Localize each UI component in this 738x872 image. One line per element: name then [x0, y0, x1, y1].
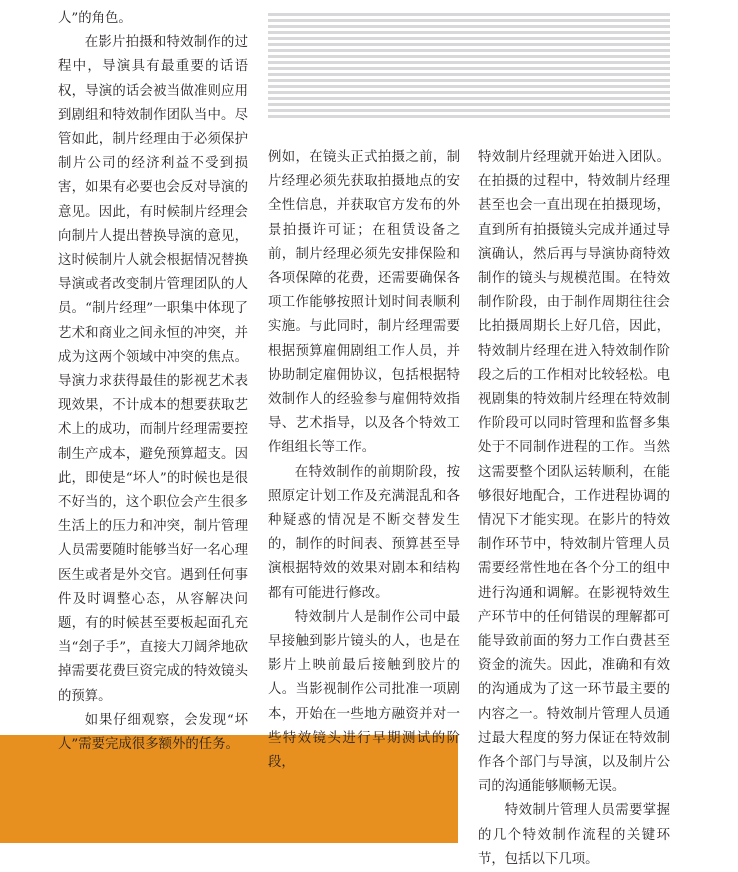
- paragraph-key-stages: 特效制片管理人员需要掌握的几个特效制作流程的关键环节，包括以下几项。: [478, 803, 670, 867]
- paragraph-vfx-producer: 特效制片人是制作公司中最早接触到影片镜头的人，也是在影片上映前最后接触到胶片的人。当影视制作公司批准一项剧本，开始在一些地方融资并对一些特效镜头进行早期测试的阶段，: [268, 609, 460, 771]
- text-column-left: [58, 7, 248, 757]
- paragraph-pre-shoot-duties: 例如，在镜头正式拍摄之前，制片经理必须先获取拍摄地点的安全性信息，并获取官方发布的外景拍摄许可证；在租赁设备之前，制片经理必须先安排保险和各项保障的花费，还需要确保各项工作能够按照计划时间表顺利实施。与此同时，制片经理需要根据预算雇佣剧组工作人员，并协助制定雇佣协议，包括根据特效制作人的经验参与雇佣特效指导、艺术指导，以及各个特效工作组组长等工作。: [268, 150, 460, 456]
- paragraph-bad-guy-tasks: 如果仔细观察，会发现“坏人”需要完成很多额外的任务。: [58, 712, 248, 753]
- paragraph-continuation: 人”的角色。: [58, 11, 132, 26]
- paragraph-early-stage: 在特效制作的前期阶段，按照原定计划工作及充满混乱和各种疑惑的情况是不断交替发生的，制作的时间表、预算甚至导演根据特效的效果对剧本和结构都有可能进行修改。: [268, 464, 460, 601]
- paragraph-vfx-manager-role: 特效制片经理就开始进入团队。在拍摄的过程中，特效制片经理甚至也会一直出现在拍摄现场，直到所有拍摄镜头完成并通过导演确认，然后再与导演协商特效制作的镜头与规模范围。在特效制作阶段，由于制作周期往往会比拍摄周期长上好几倍，因此，特效制片经理在进入特效制作阶段之后的工作相对比较轻松。电视剧集的特效制片经理在特效制作阶段可以同时管理和监督多集处于不同制作进程的工作。当然这需要整个团队运转顺利，在能够很好地配合，工作进程协调的情况下才能实现。在影片的特效制作环节中，特效制片管理人员需要经常性地在各个分工的组中进行沟通和调解。在影视特效生产环节中的任何错误的理解都可能导致前面的努力工作白费甚至资金的流失。因此，准确和有效的沟通成为了这一环节最主要的内容之一。特效制片管理人员通过最大程度的努力保证在特效制作各个部门与导演，以及制片公司的沟通能够顺畅无误。: [478, 150, 670, 795]
- paragraph-director-authority: 在影片拍摄和特效制作的过程中，导演具有最重要的话语权，导演的话会被当做准则应用到剧组和特效制作团队当中。尽管如此，制片经理由于必须保护制片公司的经济利益不受到损害，如果有必要也会反对导演的意见。因此，有时候制片经理会向制片人提出替换导演的意见，这时候制片人就会根据情况替换导演或者改变制片管理团队的人员。“制片经理”一职集中体现了艺术和商业之间永恒的冲突，并成为这两个领域中冲突的焦点。导演力求获得最佳的影视艺术表现效果，不计成本的想要获取艺术上的成功，而制片经理需要控制生产成本，避免预算超支。因此，即使是“坏人”的时候也是很不好当的，这个职位会产生很多生活上的压力和冲突，制片管理人员需要随时能够当好一名心理医生或者是外交官。遇到任何事件及时调整心态，从容解决问题，有的时候甚至要板起面孔充当“刽子手”，直接大刀阔斧地砍掉需要花费巨资完成的特效镜头的预算。: [58, 35, 248, 704]
- text-column-middle: [268, 146, 460, 775]
- text-column-right: [478, 146, 670, 872]
- decorative-stripe-block: [268, 13, 670, 119]
